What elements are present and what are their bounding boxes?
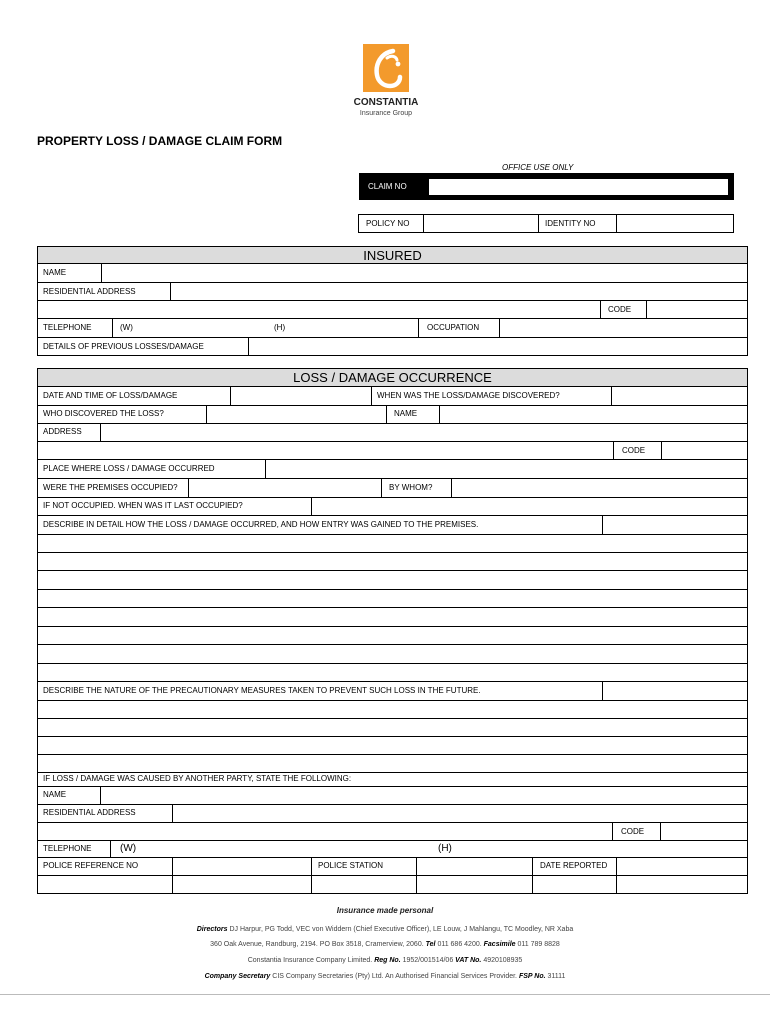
insured-occupation-label: OCCUPATION <box>427 323 480 332</box>
tel-label: Tel <box>425 941 436 948</box>
page-title: PROPERTY LOSS / DAMAGE CLAIM FORM <box>37 134 283 148</box>
directors-label: Directors <box>196 926 228 933</box>
other-party-label: IF LOSS / DAMAGE WAS CAUSED BY ANOTHER PARTY, STATE THE FOLLOWING: <box>43 774 352 783</box>
police-station-input[interactable] <box>418 876 531 893</box>
insured-address-input[interactable] <box>172 283 746 299</box>
fsp-text: 31111 <box>547 973 566 980</box>
fax-text: 011 789 8828 <box>517 941 560 948</box>
company-text: Constantia Insurance Company Limited. <box>247 957 373 964</box>
constantia-logo-icon <box>363 44 409 92</box>
footer-divider <box>0 994 770 995</box>
when-discovered-input[interactable] <box>613 387 746 404</box>
tel-text: 011 686 4200. <box>437 941 482 948</box>
insured-code-label: CODE <box>608 305 632 314</box>
vat-label: VAT No. <box>455 957 482 964</box>
last-occupied-label: IF NOT OCCUPIED. WHEN WAS IT LAST OCCUPIED? <box>43 501 243 510</box>
party-address-label: RESIDENTIAL ADDRESS <box>43 808 136 817</box>
brand-name: CONSTANTIA <box>353 97 419 108</box>
insured-telephone-label: TELEPHONE <box>43 323 92 332</box>
fsp-label: FSP No. <box>518 973 546 980</box>
insured-address-line2[interactable] <box>39 301 599 317</box>
when-discovered-label: WHEN WAS THE LOSS/DAMAGE DISCOVERED? <box>377 391 560 400</box>
company-logo <box>363 44 409 92</box>
insured-code-input[interactable] <box>648 301 746 317</box>
claim-no-input[interactable] <box>428 178 729 196</box>
occurrence-heading: LOSS / DAMAGE OCCURRENCE <box>37 368 748 387</box>
premises-occupied-input[interactable] <box>190 479 380 496</box>
footer-directors <box>0 926 770 933</box>
footer-secretary <box>0 973 770 980</box>
reg-text: 1952/001514/06 <box>402 957 454 964</box>
last-occupied-input[interactable] <box>313 498 746 514</box>
fax-label: Facsimile <box>483 941 516 948</box>
discoverer-address-label: ADDRESS <box>43 427 82 436</box>
insured-tel-h-label: (H) <box>274 323 286 332</box>
vat-text: 4920108935 <box>483 957 523 964</box>
insured-heading: INSURED <box>37 246 748 264</box>
discoverer-code-label: CODE <box>622 446 646 455</box>
insured-address-label: RESIDENTIAL ADDRESS <box>43 287 136 296</box>
date-time-input[interactable] <box>232 387 370 404</box>
footer-tagline: Insurance made personal <box>336 906 434 915</box>
police-ref-input[interactable] <box>174 876 310 893</box>
date-reported-label: DATE REPORTED <box>540 861 608 870</box>
insured-name-label: NAME <box>43 268 67 277</box>
party-name-label: NAME <box>43 790 67 799</box>
party-address-input[interactable] <box>174 805 746 821</box>
claim-no-label: CLAIM NO <box>368 182 407 191</box>
party-code-input[interactable] <box>662 823 746 839</box>
party-name-input[interactable] <box>102 787 746 803</box>
policy-no-input[interactable] <box>425 215 536 232</box>
describe-precaution-label: DESCRIBE THE NATURE OF THE PRECAUTIONARY MEASURES TAKEN TO PREVENT SUCH LOSS IN THE FUTURE. <box>43 686 481 695</box>
by-whom-input[interactable] <box>453 479 746 496</box>
brand-subtitle: Insurance Group <box>359 110 413 117</box>
secretary-text: CIS Company Secretaries (Pty) Ltd. An Authorised Financial Services Provider. <box>272 973 518 980</box>
who-discovered-label: WHO DISCOVERED THE LOSS? <box>43 409 164 418</box>
party-code-label: CODE <box>621 827 645 836</box>
date-time-label: DATE AND TIME OF LOSS/DAMAGE <box>43 391 178 400</box>
place-label: PLACE WHERE LOSS / DAMAGE OCCURRED <box>43 464 215 473</box>
by-whom-label: BY WHOM? <box>389 483 433 492</box>
discoverer-name-input[interactable] <box>441 406 746 422</box>
footer-address <box>0 941 770 948</box>
describe-detail-label: DESCRIBE IN DETAIL HOW THE LOSS / DAMAGE OCCURRED, AND HOW ENTRY WAS GAINED TO THE PREMISES. <box>43 520 479 529</box>
previous-losses-label: DETAILS OF PREVIOUS LOSSES/DAMAGE <box>43 342 204 351</box>
discoverer-name-label: NAME <box>394 409 418 418</box>
who-discovered-input[interactable] <box>208 406 385 422</box>
describe-detail-textarea[interactable] <box>39 535 746 680</box>
party-tel-h-label: (H) <box>438 843 452 854</box>
reg-label: Reg No. <box>374 957 401 964</box>
premises-occupied-label: WERE THE PREMISES OCCUPIED? <box>43 483 178 492</box>
insured-occupation-input[interactable] <box>501 319 746 336</box>
insured-tel-w-label: (W) <box>120 323 133 332</box>
insured-name-input[interactable] <box>103 264 746 281</box>
previous-losses-input[interactable] <box>250 338 746 355</box>
discoverer-address-input[interactable] <box>102 424 746 440</box>
party-telephone-label: TELEPHONE <box>43 844 92 853</box>
describe-precaution-textarea[interactable] <box>39 701 746 771</box>
police-station-label: POLICE STATION <box>318 861 384 870</box>
directors-text: DJ Harpur, PG Todd, VEC von Widdern (Chief Executive Officer), LE Louw, J Mahlangu, TC Moodley, NR Xaba <box>229 926 574 933</box>
address-text: 360 Oak Avenue, Randburg, 2194. PO Box 3518, Cramerview, 2060. <box>210 941 424 948</box>
party-tel-w-label: (W) <box>120 843 137 854</box>
secretary-label: Company Secretary <box>204 973 271 980</box>
place-input[interactable] <box>267 460 746 477</box>
identity-no-input[interactable] <box>618 215 732 232</box>
policy-no-label: POLICY NO <box>366 219 410 228</box>
identity-no-label: IDENTITY NO <box>545 219 596 228</box>
office-use-heading: OFFICE USE ONLY <box>502 163 574 172</box>
footer-company <box>0 957 770 964</box>
date-reported-input[interactable] <box>618 876 746 893</box>
discoverer-code-input[interactable] <box>663 442 746 458</box>
police-ref-label: POLICE REFERENCE NO <box>43 861 139 870</box>
